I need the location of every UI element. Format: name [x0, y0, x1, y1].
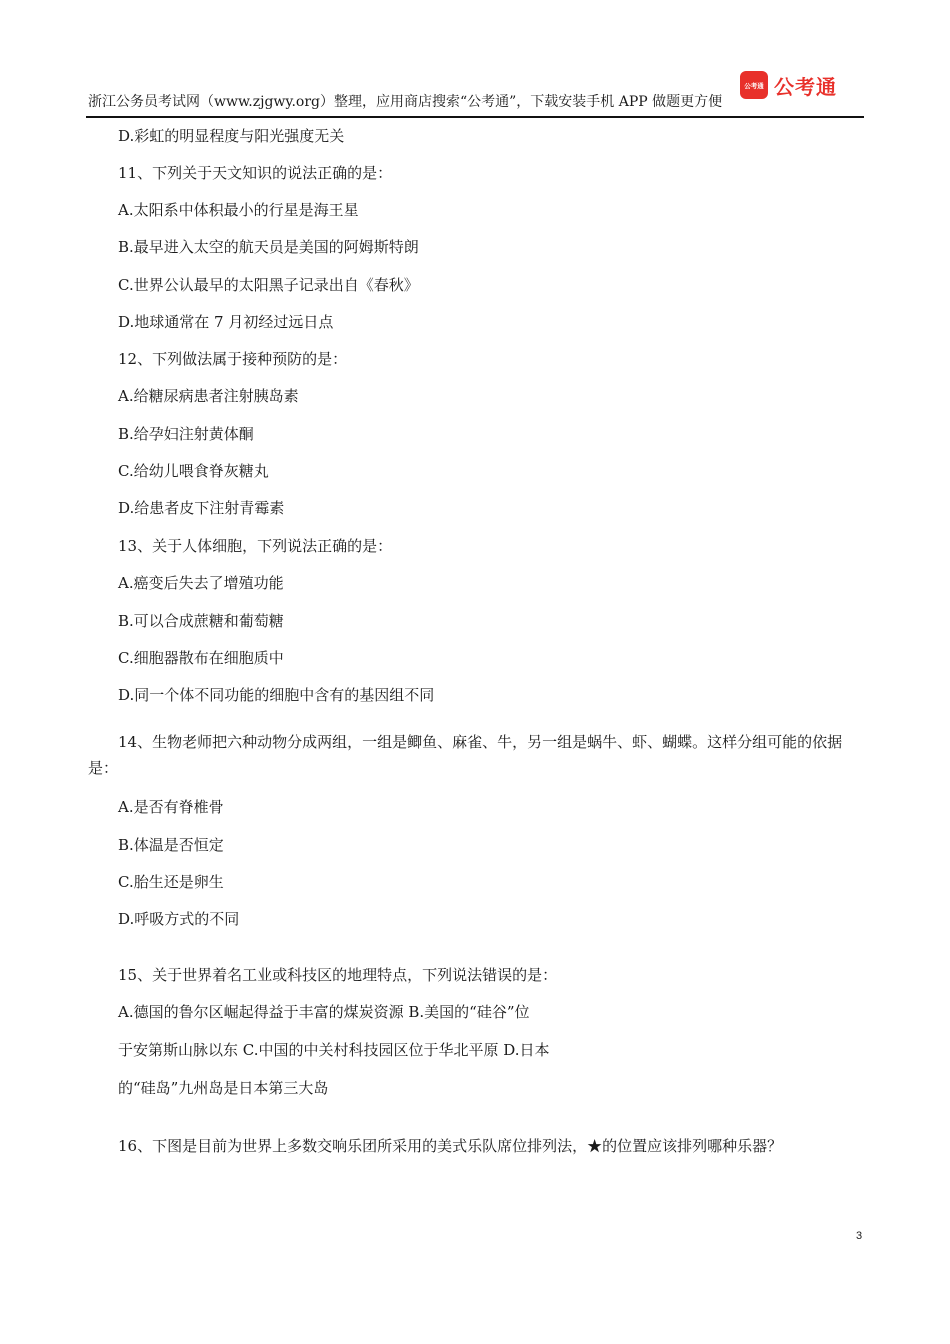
brand-logo: [740, 70, 837, 100]
q14-option-c: C.胎生还是卵生: [118, 873, 224, 891]
q12-option-b: B.给孕妇注射黄体酮: [118, 425, 254, 443]
q16-stem: 16、下图是目前为世界上多数交响乐团所采用的美式乐队席位排列法，★的位置应该排列哪种乐器？: [118, 1137, 783, 1155]
q15-options-line-1: A.德国的鲁尔区崛起得益于丰富的煤炭资源 B.美国的“硅谷”位: [118, 1003, 530, 1021]
q11-option-b: B.最早进入太空的航天员是美国的阿姆斯特朗: [118, 238, 419, 256]
q12-stem: 12、下列做法属于接种预防的是：: [118, 350, 348, 368]
q11-option-d: D.地球通常在 7 月初经过远日点: [118, 313, 334, 331]
q11-option-c: C.世界公认最早的太阳黑子记录出自《春秋》: [118, 276, 419, 294]
q15-options-line-3: 的“硅岛”九州岛是日本第三大岛: [118, 1079, 329, 1097]
q10-option-d: D.彩虹的明显程度与阳光强度无关: [118, 127, 345, 145]
q13-option-b: B.可以合成蔗糖和葡萄糖: [118, 612, 284, 630]
q15-stem: 15、关于世界着名工业或科技区的地理特点，下列说法错误的是：: [118, 966, 558, 984]
q11-stem: 11、下列关于天文知识的说法正确的是：: [118, 164, 393, 182]
page-number: 3: [856, 1230, 863, 1242]
q14-option-b: B.体温是否恒定: [118, 836, 224, 854]
logo-badge-icon: 公考通: [740, 71, 768, 99]
q12-option-d: D.给患者皮下注射青霉素: [118, 499, 285, 517]
q13-option-c: C.细胞器散布在细胞质中: [118, 649, 284, 667]
q12-option-c: C.给幼儿喂食脊灰糖丸: [118, 462, 269, 480]
q13-stem: 13、关于人体细胞，下列说法正确的是：: [118, 537, 393, 555]
header-divider: [86, 116, 864, 118]
q13-option-d: D.同一个体不同功能的细胞中含有的基因组不同: [118, 686, 435, 704]
q12-option-a: A.给糖尿病患者注射胰岛素: [118, 387, 299, 405]
q13-option-a: A.癌变后失去了增殖功能: [118, 574, 284, 592]
q15-options-line-2: 于安第斯山脉以东 C.中国的中关村科技园区位于华北平原 D.日本: [118, 1041, 550, 1059]
q11-option-a: A.太阳系中体积最小的行星是海王星: [118, 201, 359, 219]
page-header: 浙江公务员考试网（www.zjgwy.org）整理，应用商店搜索“公考通”，下载安装手机 APP 做题更方便: [88, 94, 723, 110]
q14-stem: 14、生物老师把六种动物分成两组，一组是鲫鱼、麻雀、牛，另一组是蜗牛、虾、蝴蝶。这样分组可能的依据是：: [88, 733, 843, 777]
q14-option-d: D.呼吸方式的不同: [118, 910, 240, 928]
logo-text: 公考通: [774, 74, 837, 99]
q14-option-a: A.是否有脊椎骨: [118, 798, 224, 816]
